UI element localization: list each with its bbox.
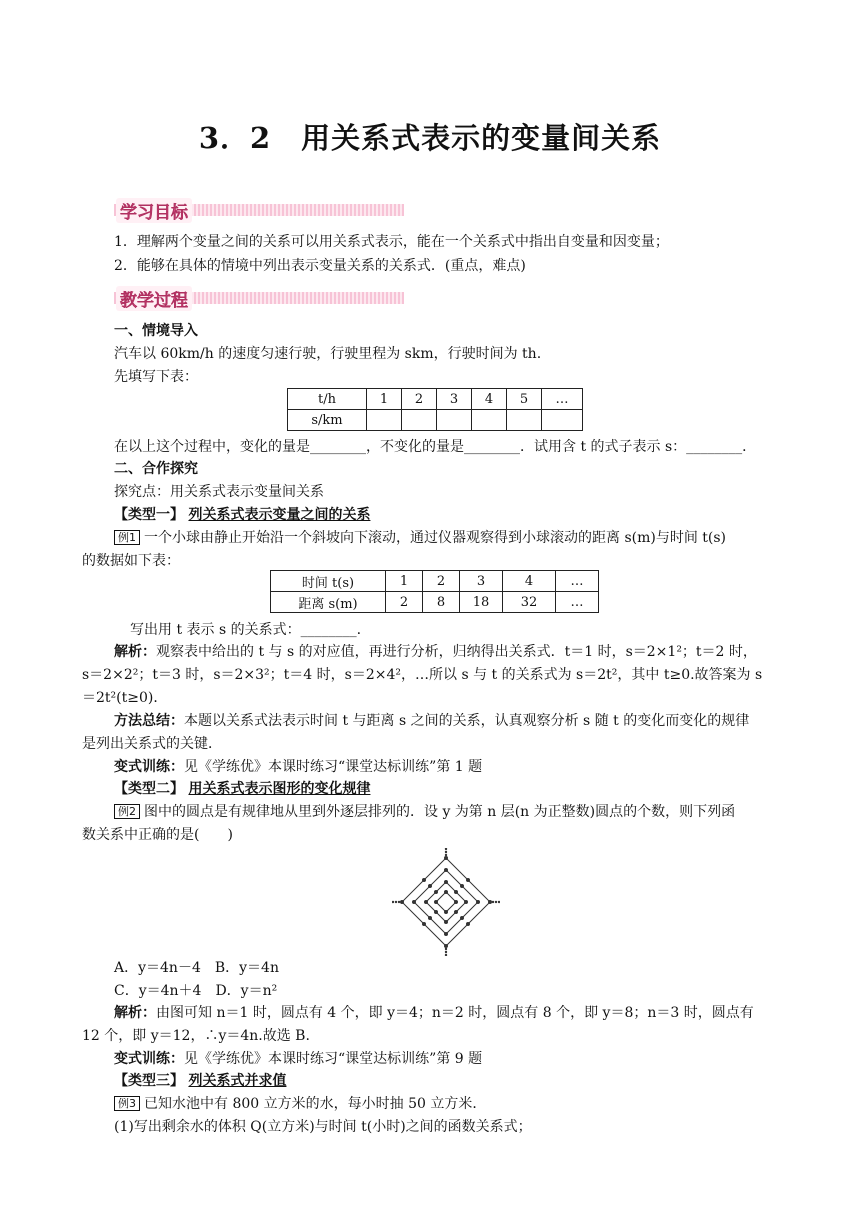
teaching-process-label: 教学过程 (116, 286, 192, 311)
table-cell: 2 (423, 571, 460, 592)
analysis-label: 解析： (114, 1005, 156, 1021)
example2-options-cd: C．y＝4n＋4 D．y＝n² (114, 983, 278, 999)
table-cell: 3 (460, 571, 503, 592)
method-line-a (114, 711, 749, 731)
table-cell: t/h (288, 389, 367, 410)
table-cell: 4 (472, 389, 507, 410)
ball-table (270, 570, 599, 613)
analysis2-line-b: 12 个，即 y＝12，∴y＝4n.故选 B. (82, 1028, 310, 1044)
type1-heading (114, 505, 370, 525)
table-cell: 2 (402, 389, 437, 410)
example3-question-1: (1)写出剩余水的体积 Q(立方米)与时间 t(小时)之间的函数关系式； (114, 1119, 532, 1135)
table-cell-empty (402, 410, 437, 431)
intro-text-1: 汽车以 60km/h 的速度匀速行驶，行驶里程为 skm，行驶时间为 th. (114, 346, 542, 362)
table-cell: 8 (423, 592, 460, 613)
example1-text-a (114, 528, 726, 548)
method-line-b: 是列出关系式的关键． (82, 736, 222, 752)
analysis2-line-a (114, 1003, 754, 1023)
type2-title: 用关系式表示图形的变化规律 (188, 781, 371, 797)
table-cell: 4 (503, 571, 556, 592)
type3-label: 【类型三】 (114, 1073, 184, 1089)
goal-item-1: 1．理解两个变量之间的关系可以用关系式表示，能在一个关系式中指出自变量和因变量； (114, 234, 669, 250)
section-heading-intro: 一、情境导入 (114, 323, 198, 339)
table-cell-empty (367, 410, 402, 431)
table-cell: 2 (386, 592, 423, 613)
analysis1-line-c: ＝2t²(t≥0)． (82, 690, 168, 706)
variant1-line (114, 757, 482, 777)
page-title: 3．2 用关系式表示的变量间关系 (198, 121, 662, 155)
table-cell: … (556, 571, 599, 592)
table-cell: 1 (386, 571, 423, 592)
table-row (288, 389, 583, 410)
example-tag: 例3 (114, 1096, 140, 1111)
table-cell-empty (472, 410, 507, 431)
table-cell: 3 (437, 389, 472, 410)
table-cell: … (556, 592, 599, 613)
nested-diamond-dots-figure (392, 848, 500, 956)
table-cell-empty (542, 410, 583, 431)
table-cell: 时间 t(s) (271, 571, 386, 592)
type1-title: 列关系式表示变量之间的关系 (188, 507, 371, 523)
intro-text-2: 先填写下表： (114, 369, 198, 385)
table-cell: 5 (507, 389, 542, 410)
example2-body: 图中的圆点是有规律地从里到外逐层排列的．设 y 为第 n 层(n 为正整数)圆点的个数，则下列函 (144, 804, 736, 820)
method-body: 本题以关系式法表示时间 t 与距离 s 之间的关系，认真观察分析 s 随 t 的变化而变化的规律 (184, 713, 750, 729)
method-label: 方法总结： (114, 713, 184, 729)
learning-goals-label: 学习目标 (116, 198, 192, 223)
table-cell-empty (507, 410, 542, 431)
table-cell: 距离 s(m) (271, 592, 386, 613)
variant-label: 变式训练： (114, 1051, 184, 1067)
explore-point: 探究点：用关系式表示变量间关系 (114, 484, 324, 500)
table-cell: … (542, 389, 583, 410)
variant2-line (114, 1049, 482, 1069)
table-row (288, 410, 583, 431)
example2-text-a (114, 802, 735, 822)
table-cell-empty (437, 410, 472, 431)
example1-question: 写出用 t 表示 s 的关系式：________. (130, 622, 362, 638)
table-cell: 1 (367, 389, 402, 410)
variant2-body: 见《学练优》本课时练习“课堂达标训练”第 9 题 (184, 1051, 483, 1067)
example-tag: 例2 (114, 804, 140, 819)
example2-text-b: 数关系中正确的是( ) (82, 827, 233, 843)
speed-table (287, 388, 583, 431)
section-heading-explore: 二、合作探究 (114, 461, 198, 477)
table-row (271, 571, 599, 592)
goal-item-2: 2．能够在具体的情境中列出表示变量关系的关系式．(重点，难点) (114, 258, 526, 274)
variant-label: 变式训练： (114, 759, 184, 775)
analysis2-body: 由图可知 n＝1 时，圆点有 4 个，即 y＝4；n＝2 时，圆点有 8 个，即 y＝8；n＝3 时，圆点有 (156, 1005, 754, 1021)
table-cell: 18 (460, 592, 503, 613)
type3-title: 列关系式并求值 (188, 1073, 287, 1089)
analysis1-body: 观察表中给出的 t 与 s 的对应值，再进行分析，归纳得出关系式．t＝1 时，s＝2×1²；t＝2 时， (156, 644, 757, 660)
analysis1-line-a (114, 642, 757, 662)
table-cell: s/km (288, 410, 367, 431)
table-cell: 32 (503, 592, 556, 613)
analysis1-line-b: s＝2×2²；t＝3 时，s＝2×3²；t＝4 时，s＝2×4²，…所以 s 与 t 的关系式为 s＝2t²，其中 t≥0.故答案为 s (82, 667, 763, 683)
example1-body: 一个小球由静止开始沿一个斜坡向下滚动，通过仪器观察得到小球滚动的距离 s(m)与时间 t(s) (144, 530, 727, 546)
example1-text-b: 的数据如下表： (82, 553, 180, 569)
example3-body: 已知水池中有 800 立方米的水，每小时抽 50 立方米． (144, 1096, 487, 1112)
variant1-body: 见《学练优》本课时练习“课堂达标训练”第 1 题 (184, 759, 483, 775)
teaching-process-banner (114, 286, 404, 310)
analysis-label: 解析： (114, 644, 156, 660)
intro-text-3: 在以上这个过程中，变化的量是________，不变化的量是________．试用含 t 的式子表示 s：________． (114, 439, 757, 455)
example-tag: 例1 (114, 530, 140, 545)
example2-options-ab: A．y＝4n－4 B．y＝4n (114, 960, 279, 976)
learning-goals-banner (114, 198, 404, 222)
table-row (271, 592, 599, 613)
type2-label: 【类型二】 (114, 781, 184, 797)
type3-heading (114, 1071, 286, 1091)
type2-heading (114, 779, 370, 799)
type1-label: 【类型一】 (114, 507, 184, 523)
example3-text (114, 1094, 486, 1114)
